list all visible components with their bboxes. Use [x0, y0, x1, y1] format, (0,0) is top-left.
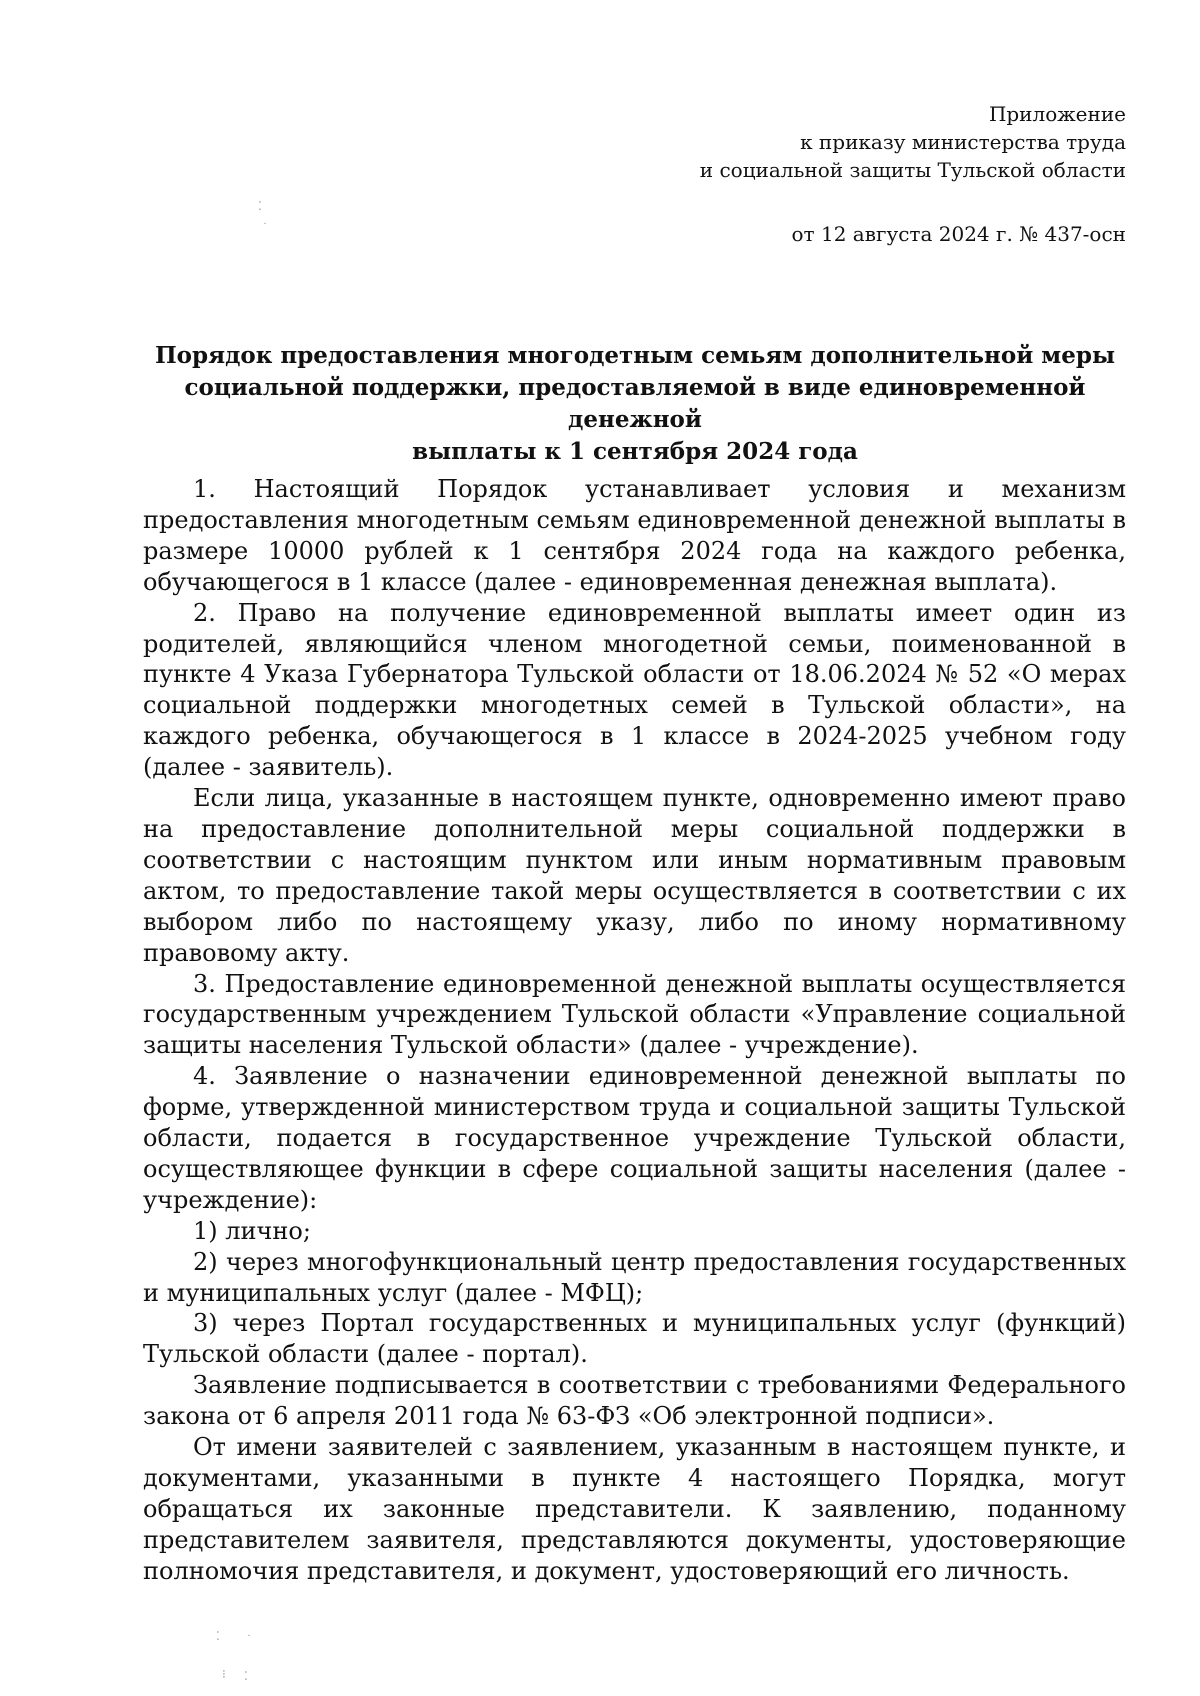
appendix-ministry-line: и социальной защиты Тульской области	[699, 158, 1126, 182]
title-line: выплаты к 1 сентября 2024 года	[412, 438, 858, 465]
paragraph-signature: Заявление подписывается в соответствии с требованиями Федерального закона от 6 апреля 2011 года № 63-ФЗ «Об электронной подписи».	[143, 1371, 1126, 1431]
document-title	[140, 340, 1130, 468]
title-line: социальной поддержки, предоставляемой в виде единовременной денежной	[184, 374, 1086, 433]
paragraph-3: 3. Предоставление единовременной денежной выплаты осуществляется государственным учреждением Тульской области «Управление социальной защиты населения Тульской области» (далее - учреждение).	[143, 969, 1126, 1060]
scan-artifact: ⁚	[244, 1669, 248, 1683]
appendix-order-line: к приказу министерства труда	[800, 130, 1126, 154]
order-reference: от 12 августа 2024 г. № 437-осн	[791, 222, 1126, 246]
scan-artifact: ⁚	[216, 1629, 220, 1643]
paragraph-1: 1. Настоящий Порядок устанавливает условия и механизм предоставления многодетным семьям единовременной денежной выплаты в размере 10000 рублей к 1 сентября 2024 года на каждого ребенка, обучающегося в 1 классе (далее - единовременная денежная выплата).	[143, 475, 1126, 596]
list-item-portal: 3) через Портал государственных и муниципальных услуг (функций) Тульской области (далее - портал).	[143, 1309, 1126, 1369]
title-line: Порядок предоставления многодетным семьям дополнительной меры	[154, 342, 1116, 369]
paragraph-2: 2. Право на получение единовременной выплаты имеет один из родителей, являющийся членом многодетной семьи, поименованной в пункте 4 Указа Губернатора Тульской области от 18.06.2024 № 52 «О мерах социальной поддержки многодетных семей в Тульской области», на каждого ребенка, обучающегося в 1 классе в 2024-2025 учебном году (далее - заявитель).	[143, 598, 1126, 782]
document-body	[143, 474, 1126, 1587]
appendix-label: Приложение	[988, 102, 1126, 126]
paragraph-2-note: Если лица, указанные в настоящем пункте, одновременно имеют право на предоставление дополнительной меры социальной поддержки в соответствии с настоящим пунктом или иным нормативным правовым актом, то предоставление такой меры осуществляется в соответствии с их выбором либо по настоящему указу, либо по иному нормативному правовому акту.	[143, 784, 1126, 967]
paragraph-4: 4. Заявление о назначении единовременной денежной выплаты по форме, утвержденной министерством труда и социальной защиты Тульской области, подается в государственное учреждение Тульской области, осуществляющее функции в сфере социальной защиты населения (далее - учреждение):	[143, 1062, 1126, 1214]
scan-artifact: ⁚	[258, 199, 262, 213]
scan-artifact: ⁝	[222, 1667, 226, 1681]
list-item-in-person: 1) лично;	[193, 1216, 311, 1245]
paragraph-representatives: От имени заявителей с заявлением, указанным в настоящем пункте, и документами, указанными в пункте 4 настоящего Порядка, могут обращаться их законные представители. К заявлению, поданному представителем заявителя, представляются документы, удостоверяющие полномочия представителя, и документ, удостоверяющий его личность.	[143, 1433, 1126, 1585]
list-item-mfc: 2) через многофункциональный центр предоставления государственных и муниципальных услуг (далее - МФЦ);	[143, 1247, 1126, 1307]
scan-artifact: ˙	[246, 1633, 252, 1647]
scan-artifact: ˙	[262, 221, 268, 235]
appendix-header	[560, 100, 1126, 184]
